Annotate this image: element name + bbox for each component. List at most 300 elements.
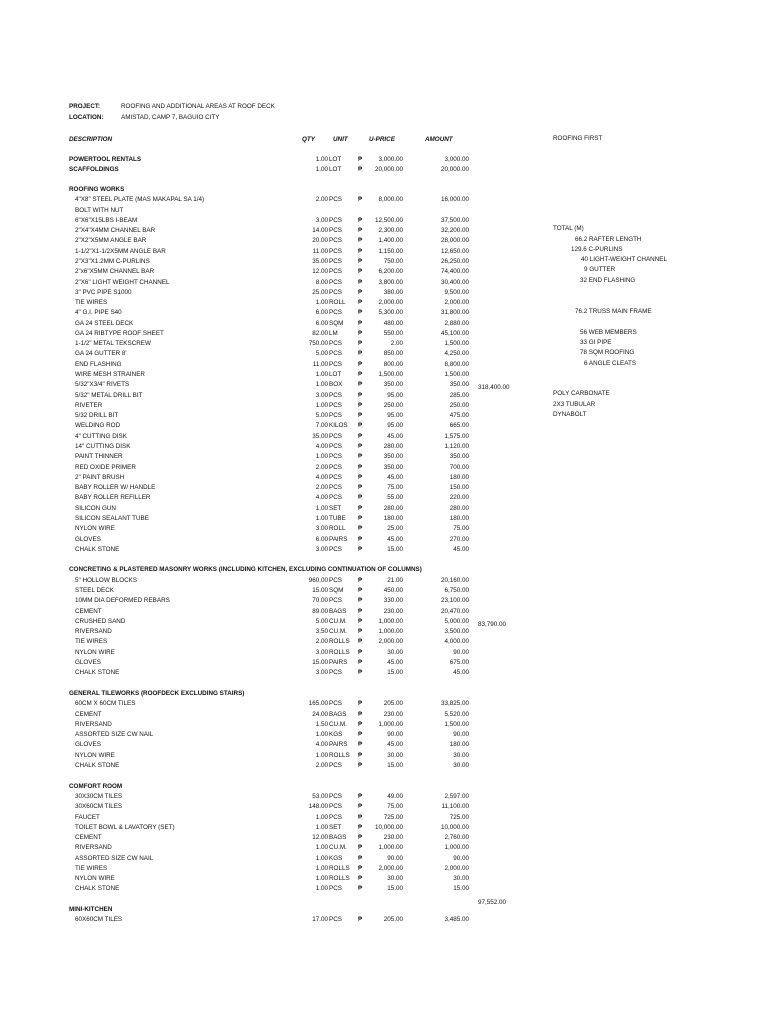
item-unit-price: 95.00 <box>387 392 403 399</box>
item-description: CHALK STONE <box>75 885 120 892</box>
item-unit: PCS <box>329 340 342 347</box>
peso-sign: ₱ <box>358 731 363 738</box>
item-description: 2"X2"X5MM ANGLE BAR <box>75 237 147 244</box>
item-qty: 6.00 <box>315 309 328 316</box>
item-unit: SET <box>329 824 342 831</box>
item-unit-price: 45.00 <box>387 741 403 748</box>
item-description: NYLON WIRE <box>75 525 115 532</box>
item-qty: 8.00 <box>315 279 328 286</box>
item-unit: SET <box>329 505 342 512</box>
item-unit: PCS <box>329 227 342 234</box>
side-note: 66.2 RAFTER LENGTH <box>575 236 642 243</box>
peso-sign: ₱ <box>358 597 363 604</box>
peso-sign: ₱ <box>358 443 363 450</box>
item-qty: 20.00 <box>312 237 328 244</box>
item-unit-price: 230.00 <box>383 608 403 615</box>
item-description: 1-1/2" METAL TEKSCREW <box>75 340 151 347</box>
project-value: ROOFING AND ADDITIONAL AREAS AT ROOF DECK <box>121 103 275 110</box>
item-unit-price: 6,200.00 <box>378 268 403 275</box>
item-qty: 70.00 <box>312 597 328 604</box>
item-amount: 180.00 <box>449 474 469 481</box>
column-header-uprice: U-PRICE <box>369 136 395 143</box>
item-description: RIVERSAND <box>75 721 112 728</box>
item-unit: PCS <box>329 474 342 481</box>
item-unit-price: 350.00 <box>383 453 403 460</box>
item-unit-price: 2,300.00 <box>378 227 403 234</box>
item-qty: 2.00 <box>315 196 328 203</box>
item-description: 2"X3"X1.2MM C-PURLINS <box>75 258 150 265</box>
item-unit-price: 5,300.00 <box>378 309 403 316</box>
item-qty: 2.00 <box>315 638 328 645</box>
peso-sign: ₱ <box>358 700 363 707</box>
peso-sign: ₱ <box>358 546 363 553</box>
item-description: COMFORT ROOM <box>69 783 123 790</box>
item-amount: 30.00 <box>453 762 469 769</box>
item-unit: BAGS <box>329 711 347 718</box>
item-description: TIE WIRES <box>75 299 108 306</box>
item-unit: LOT <box>329 156 342 163</box>
item-description: 2"x6"X5MM CHANNEL BAR <box>75 268 155 275</box>
item-amount: 3,485.00 <box>444 916 469 923</box>
item-description: BOLT WITH NUT <box>75 207 124 214</box>
item-description: 4" G.I. PIPE S40 <box>75 309 122 316</box>
item-description: ROOFING WORKS <box>69 186 125 193</box>
item-amount: 725.00 <box>449 814 469 821</box>
item-qty: 35.00 <box>312 433 328 440</box>
side-note: 40 LIGHT-WEIGHT CHANNEL <box>581 256 667 263</box>
peso-sign: ₱ <box>358 217 363 224</box>
item-amount: 32,200.00 <box>440 227 469 234</box>
item-unit-price: 30.00 <box>387 875 403 882</box>
item-amount: 2,000.00 <box>444 865 469 872</box>
column-header-unit: UNIT <box>333 136 348 143</box>
item-unit-price: 3,800.00 <box>378 279 403 286</box>
item-qty: 12.00 <box>312 268 328 275</box>
item-unit-price: 1,000.00 <box>378 618 403 625</box>
item-amount: 16,000.00 <box>440 196 469 203</box>
peso-sign: ₱ <box>358 505 363 512</box>
peso-sign: ₱ <box>358 412 363 419</box>
item-amount: 33,825.00 <box>440 700 469 707</box>
peso-sign: ₱ <box>358 299 363 306</box>
item-unit: PCS <box>329 433 342 440</box>
item-description: CHALK STONE <box>75 669 120 676</box>
item-unit-price: 25.00 <box>387 525 403 532</box>
peso-sign: ₱ <box>358 309 363 316</box>
item-amount: 45,100.00 <box>440 330 469 337</box>
item-unit: PCS <box>329 814 342 821</box>
item-qty: 4.00 <box>315 474 328 481</box>
side-note: 9 GUTTER <box>584 266 616 273</box>
item-amount: 20,000.00 <box>440 166 469 173</box>
item-unit: BAGS <box>329 834 347 841</box>
item-unit: SQM <box>329 587 344 594</box>
item-amount: 10,000.00 <box>440 824 469 831</box>
item-qty: 1.00 <box>315 402 328 409</box>
item-description: TIE WIRES <box>75 865 108 872</box>
item-unit: PCS <box>329 402 342 409</box>
item-unit: PCS <box>329 412 342 419</box>
peso-sign: ₱ <box>358 525 363 532</box>
peso-sign: ₱ <box>358 741 363 748</box>
peso-sign: ₱ <box>358 330 363 337</box>
item-unit-price: 230.00 <box>383 834 403 841</box>
item-amount: 3,000.00 <box>444 156 469 163</box>
item-amount: 30,400.00 <box>440 279 469 286</box>
column-header-amount: AMOUNT <box>425 136 453 143</box>
item-unit-price: 15.00 <box>387 762 403 769</box>
item-qty: 1.00 <box>315 371 328 378</box>
item-description: 5/32" METAL DRILL BIT <box>75 392 143 399</box>
item-unit-price: 2,000.00 <box>378 638 403 645</box>
item-description: 14" CUTTING DISK <box>75 443 131 450</box>
item-unit-price: 350.00 <box>383 381 403 388</box>
item-description: GLOVES <box>75 536 101 543</box>
item-unit-price: 30.00 <box>387 752 403 759</box>
item-unit-price: 205.00 <box>383 916 403 923</box>
item-unit: PCS <box>329 248 342 255</box>
item-qty: 17.00 <box>312 916 328 923</box>
item-qty: 11.00 <box>312 361 328 368</box>
item-unit-price: 45.00 <box>387 474 403 481</box>
item-unit: PCS <box>329 196 342 203</box>
item-amount: 280.00 <box>449 505 469 512</box>
item-unit: CU.M. <box>329 628 347 635</box>
peso-sign: ₱ <box>358 474 363 481</box>
item-amount: 250.00 <box>449 402 469 409</box>
peso-sign: ₱ <box>358 320 363 327</box>
project-label: PROJECT: <box>69 103 101 110</box>
item-qty: 1.00 <box>315 824 328 831</box>
peso-sign: ₱ <box>358 628 363 635</box>
item-unit: ROLL <box>329 299 346 306</box>
side-note: ROOFING FIRST <box>553 135 603 142</box>
side-note: 56 WEB MEMBERS <box>580 329 637 336</box>
peso-sign: ₱ <box>358 711 363 718</box>
section-subtotal: 318,400.00 <box>478 384 510 391</box>
item-qty: 5.00 <box>315 618 328 625</box>
peso-sign: ₱ <box>358 649 363 656</box>
item-description: BABY ROLLER REFILLER <box>75 494 151 501</box>
item-qty: 1.00 <box>315 505 328 512</box>
item-amount: 74,400.00 <box>440 268 469 275</box>
item-unit-price: 45.00 <box>387 433 403 440</box>
item-description: 4" CUTTING DISK <box>75 433 127 440</box>
peso-sign: ₱ <box>358 402 363 409</box>
item-amount: 350.00 <box>449 453 469 460</box>
item-unit-price: 330.00 <box>383 597 403 604</box>
item-description: GENERAL TILEWORKS (ROOFDECK EXCLUDING STAIRS) <box>69 690 245 697</box>
item-amount: 3,500.00 <box>444 628 469 635</box>
item-description: 3" PVC PIPE S1000 <box>75 289 132 296</box>
item-unit-price: 2,000.00 <box>378 865 403 872</box>
item-qty: 750.00 <box>308 340 328 347</box>
item-qty: 25.00 <box>312 289 328 296</box>
peso-sign: ₱ <box>358 166 363 173</box>
peso-sign: ₱ <box>358 916 363 923</box>
item-qty: 24.00 <box>312 711 328 718</box>
side-note: 129.6 C-PURLINS <box>571 246 623 253</box>
item-qty: 1.00 <box>315 156 328 163</box>
item-amount: 11,100.00 <box>441 803 469 810</box>
item-description: WELDING ROD <box>75 422 121 429</box>
item-qty: 960.00 <box>308 577 328 584</box>
peso-sign: ₱ <box>358 618 363 625</box>
side-note: 6 ANGLE CLEATS <box>584 360 637 367</box>
item-unit-price: 1,500.00 <box>378 371 403 378</box>
item-unit-price: 45.00 <box>387 536 403 543</box>
side-note: 76.2 TRUSS MAIN FRAME <box>575 308 652 315</box>
item-unit-price: 21.00 <box>387 577 403 584</box>
item-unit: PCS <box>329 803 342 810</box>
item-description: STEEL DECK <box>75 587 114 594</box>
item-amount: 1,500.00 <box>444 371 469 378</box>
item-unit: PCS <box>329 464 342 471</box>
item-amount: 700.00 <box>449 464 469 471</box>
item-unit-price: 3,000.00 <box>378 156 403 163</box>
side-note: TOTAL (M) <box>553 225 584 232</box>
item-unit: PCS <box>329 350 342 357</box>
peso-sign: ₱ <box>358 484 363 491</box>
item-unit-price: 30.00 <box>387 649 403 656</box>
item-description: ASSORTED SIZE CW NAIL <box>75 731 154 738</box>
item-qty: 4.00 <box>315 494 328 501</box>
item-unit: PCS <box>329 279 342 286</box>
item-qty: 3.00 <box>315 546 328 553</box>
item-amount: 150.00 <box>449 484 469 491</box>
item-description: RIVERSAND <box>75 844 112 851</box>
item-unit: PCS <box>329 258 342 265</box>
item-description: 4"X8" STEEL PLATE (MAS MAKAPAL SA 1/4) <box>75 196 205 203</box>
section-subtotal: 83,790.00 <box>478 621 507 628</box>
item-qty: 1.00 <box>315 166 328 173</box>
item-amount: 20,470.00 <box>440 608 469 615</box>
item-unit-price: 480.00 <box>383 320 403 327</box>
item-qty: 1.00 <box>315 875 328 882</box>
peso-sign: ₱ <box>358 855 363 862</box>
peso-sign: ₱ <box>358 464 363 471</box>
item-unit-price: 1,400.00 <box>378 237 403 244</box>
item-amount: 75.00 <box>453 525 469 532</box>
item-amount: 1,120.00 <box>444 443 469 450</box>
item-unit-price: 725.00 <box>383 814 403 821</box>
item-description: 30X30CM TILES <box>75 793 123 800</box>
item-qty: 1.00 <box>315 299 328 306</box>
item-unit: PCS <box>329 494 342 501</box>
item-description: GLOVES <box>75 659 101 666</box>
item-unit-price: 850.00 <box>383 350 403 357</box>
item-unit: ROLLS <box>329 865 350 872</box>
item-description: GA 24 RIBTYPE ROOF SHEET <box>75 330 164 337</box>
item-amount: 9,500.00 <box>444 289 469 296</box>
item-description: 5/32 DRILL BIT <box>75 412 119 419</box>
item-unit: SQM <box>329 320 344 327</box>
item-unit: LOT <box>329 166 342 173</box>
peso-sign: ₱ <box>358 834 363 841</box>
item-unit: BOX <box>329 381 343 388</box>
item-unit-price: 90.00 <box>387 855 403 862</box>
item-qty: 148.00 <box>308 803 328 810</box>
item-unit: PCS <box>329 793 342 800</box>
item-qty: 1.00 <box>315 814 328 821</box>
item-unit: ROLLS <box>329 649 350 656</box>
item-unit-price: 20,000.00 <box>374 166 403 173</box>
item-amount: 28,000.00 <box>440 237 469 244</box>
peso-sign: ₱ <box>358 422 363 429</box>
peso-sign: ₱ <box>358 638 363 645</box>
peso-sign: ₱ <box>358 453 363 460</box>
item-unit: PCS <box>329 443 342 450</box>
item-unit-price: 800.00 <box>383 361 403 368</box>
item-qty: 3.00 <box>315 525 328 532</box>
item-qty: 15.00 <box>312 587 328 594</box>
item-unit: PCS <box>329 700 342 707</box>
item-unit: CU.M. <box>329 618 347 625</box>
item-unit-price: 380.00 <box>383 289 403 296</box>
side-note: POLY CARBONATE <box>553 390 610 397</box>
item-description: 60X60CM TILES <box>75 916 123 923</box>
item-unit-price: 180.00 <box>383 515 403 522</box>
item-amount: 1,575.00 <box>444 433 469 440</box>
item-description: CRUSHED SAND <box>75 618 126 625</box>
item-description: CHALK STONE <box>75 762 120 769</box>
item-unit: KGS <box>329 731 343 738</box>
column-header-qty: QTY <box>302 136 315 143</box>
peso-sign: ₱ <box>358 803 363 810</box>
item-unit: PCS <box>329 268 342 275</box>
item-unit: CU.M. <box>329 844 347 851</box>
item-unit-price: 1,000.00 <box>378 721 403 728</box>
item-qty: 1.00 <box>315 731 328 738</box>
item-description: SCAFFOLDINGS <box>69 166 119 173</box>
item-amount: 8,800.00 <box>444 361 469 368</box>
item-qty: 82.00 <box>312 330 328 337</box>
item-amount: 2,880.00 <box>444 320 469 327</box>
item-unit: PCS <box>329 237 342 244</box>
item-amount: 1,000.00 <box>444 844 469 851</box>
item-amount: 23,100.00 <box>440 597 469 604</box>
item-unit-price: 10,000.00 <box>374 824 403 831</box>
item-amount: 270.00 <box>449 536 469 543</box>
item-qty: 1.00 <box>315 752 328 759</box>
item-qty: 5.00 <box>315 350 328 357</box>
peso-sign: ₱ <box>358 793 363 800</box>
item-description: GLOVES <box>75 741 101 748</box>
item-description: 10MM DIA DEFORMED REBARS <box>75 597 170 604</box>
peso-sign: ₱ <box>358 392 363 399</box>
item-description: GA 24 GUTTER 8' <box>75 350 127 357</box>
item-description: NYLON WIRE <box>75 752 115 759</box>
item-unit: KILOS <box>329 422 348 429</box>
item-unit: PAIRS <box>329 741 348 748</box>
item-qty: 89.00 <box>312 608 328 615</box>
item-amount: 37,500.00 <box>440 217 469 224</box>
item-description: BABY ROLLER W/ HANDLE <box>75 484 156 491</box>
item-unit-price: 230.00 <box>383 711 403 718</box>
item-description: WIRE MESH STRAINER <box>75 371 145 378</box>
peso-sign: ₱ <box>358 659 363 666</box>
item-unit-price: 1,000.00 <box>378 628 403 635</box>
item-unit: PCS <box>329 885 342 892</box>
item-unit-price: 45.00 <box>387 659 403 666</box>
item-description: 2" PAINT BRUSH <box>75 474 125 481</box>
item-unit: LM <box>329 330 338 337</box>
item-description: 1-1/2"X1-1/2X5MM ANGLE BAR <box>75 248 166 255</box>
peso-sign: ₱ <box>358 279 363 286</box>
peso-sign: ₱ <box>358 494 363 501</box>
peso-sign: ₱ <box>358 669 363 676</box>
peso-sign: ₱ <box>358 227 363 234</box>
peso-sign: ₱ <box>358 237 363 244</box>
item-qty: 3.50 <box>315 628 328 635</box>
item-description: 5/32"X3/4" RIVETS <box>75 381 130 388</box>
item-unit: TUBE <box>329 515 346 522</box>
item-unit-price: 1,000.00 <box>378 844 403 851</box>
item-description: 2"X4"X4MM CHANNEL BAR <box>75 227 156 234</box>
item-qty: 5.00 <box>315 412 328 419</box>
item-amount: 90.00 <box>453 731 469 738</box>
item-description: FAUCET <box>75 814 100 821</box>
item-description: RIVETER <box>75 402 103 409</box>
item-unit-price: 350.00 <box>383 464 403 471</box>
item-description: 5" HOLLOW BLOCKS <box>75 577 138 584</box>
item-qty: 3.00 <box>315 392 328 399</box>
item-description: SILICON SEALANT TUBE <box>75 515 149 522</box>
item-qty: 12.00 <box>312 834 328 841</box>
item-qty: 53.00 <box>312 793 328 800</box>
side-note: DYNABOLT <box>553 411 587 418</box>
item-amount: 90.00 <box>453 649 469 656</box>
item-description: CEMENT <box>75 608 102 615</box>
peso-sign: ₱ <box>358 752 363 759</box>
item-qty: 35.00 <box>312 258 328 265</box>
item-unit: PCS <box>329 546 342 553</box>
item-qty: 2.00 <box>315 464 328 471</box>
item-amount: 5,000.00 <box>444 618 469 625</box>
item-qty: 6.00 <box>315 536 328 543</box>
peso-sign: ₱ <box>358 350 363 357</box>
peso-sign: ₱ <box>358 340 363 347</box>
peso-sign: ₱ <box>358 156 363 163</box>
peso-sign: ₱ <box>358 762 363 769</box>
item-description: POWERTOOL RENTALS <box>69 156 142 163</box>
item-unit: ROLL <box>329 525 346 532</box>
peso-sign: ₱ <box>358 268 363 275</box>
item-qty: 3.00 <box>315 217 328 224</box>
item-unit-price: 75.00 <box>387 803 403 810</box>
item-qty: 7.00 <box>315 422 328 429</box>
item-qty: 4.00 <box>315 443 328 450</box>
item-description: NYLON WIRE <box>75 875 115 882</box>
item-qty: 1.00 <box>315 515 328 522</box>
item-amount: 1,500.00 <box>444 340 469 347</box>
item-unit: PAIRS <box>329 536 348 543</box>
peso-sign: ₱ <box>358 371 363 378</box>
item-unit-price: 12,500.00 <box>374 217 403 224</box>
item-qty: 165.00 <box>308 700 328 707</box>
item-unit: PCS <box>329 484 342 491</box>
item-unit: LOT <box>329 371 342 378</box>
peso-sign: ₱ <box>358 865 363 872</box>
item-unit: PCS <box>329 916 342 923</box>
item-unit-price: 550.00 <box>383 330 403 337</box>
item-amount: 90.00 <box>453 855 469 862</box>
peso-sign: ₱ <box>358 885 363 892</box>
item-unit-price: 450.00 <box>383 587 403 594</box>
item-amount: 12,650.00 <box>440 248 469 255</box>
item-amount: 20,160.00 <box>440 577 469 584</box>
item-unit-price: 205.00 <box>383 700 403 707</box>
